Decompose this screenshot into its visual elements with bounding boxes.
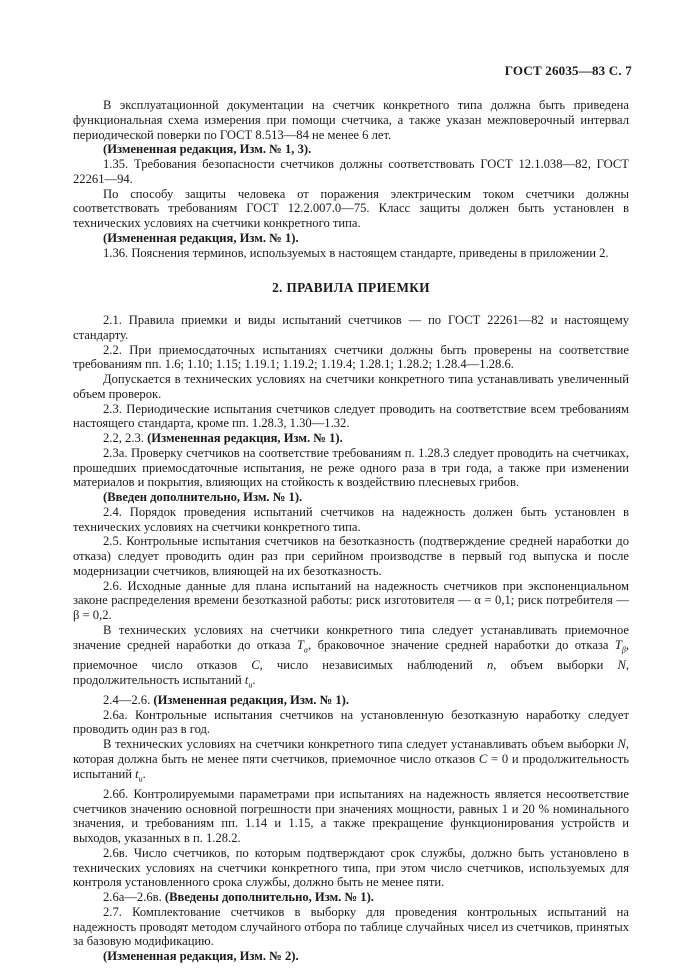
- amendment-note: (Введен дополнительно, Изм. № 1).: [103, 490, 303, 504]
- section-title: 2. ПРАВИЛА ПРИЕМКИ: [272, 280, 430, 296]
- paragraph-1-36: 1.36. Пояснения терминов, используемых в настоящем стандарте, приведены в приложении 2.: [103, 245, 609, 260]
- paragraph-2-7: 2.7. Комплектование счетчиков в выборку для проведения контрольных испытаний на надежность проводят методом случайного отбора по таблице случайных чисел из счетчиков, принятых за базовую модификацию.: [73, 904, 629, 949]
- paragraph-2-4: 2.4. Порядок проведения испытаний счетчиков на надежность должен быть установлен в технических условиях на счетчики конкретного типа.: [73, 504, 629, 534]
- paragraph-2-6v: 2.6в. Число счетчиков, по которым подтверждают срок службы, должно быть установлено в технических условиях на счетчики конкретного типа, при этом число счетчиков, используемых для контроля установленного срока службы, должно быть не менее пяти.: [73, 845, 629, 890]
- paragraph-2-1: 2.1. Правила приемки и виды испытаний счетчиков — по ГОСТ 22261—82 и настоящему стандарту.: [73, 313, 629, 342]
- paragraph-2-6: 2.6. Исходные данные для плана испытаний на надежность счетчиков при экспоненциальном законе распределения времени безотказной работы: риск изготовителя — α = 0,1; риск потребителя — β = 0,2.: [73, 578, 629, 622]
- note-text: (Измененная редакция, Изм. № 1).: [147, 431, 343, 445]
- paragraph-2-3: 2.3. Периодические испытания счетчиков следует проводить на соответствие всем требованиям настоящего стандарта, кроме пп. 1.28.3, 1.30—1.32.: [73, 401, 629, 431]
- amendment-note: (Измененная редакция, Изм. № 1, 3).: [103, 142, 312, 157]
- paragraph-2-6a: 2.6а. Контрольные испытания счетчиков на установленную безотказную наработку следует проводить один раз в год.: [73, 707, 629, 737]
- note-prefix: 2.4—2.6.: [103, 692, 151, 707]
- running-header: ГОСТ 26035—83 С. 7: [504, 63, 632, 78]
- paragraph-2-6a-sample: В технических условиях на счетчики конкретного типа следует устанавливать объем выборки N, которая должна быть не менее пяти счетчиков, приемочное число отказов C = 0 и продолжительность испытаний $t_и$.: [73, 737, 629, 784]
- paragraph-1-35-protection: По способу защиты человека от поражения электрическим током счетчики должны соответствовать требованиям ГОСТ 12.2.007.0—75. Класс защиты должен быть установлен в технических условиях на счетчики конкретного типа.: [73, 186, 629, 230]
- amendment-note-2-6a-2-6v: [73, 890, 629, 905]
- paragraph-2-2: 2.2. При приемосдаточных испытаниях счетчики должны быть проверены на соответствие требованиям пп. 1.6; 1.10; 1.15; 1.19.1; 1.19.2; 1.19.4; 1.28.1; 1.28.2; 1.28.4—1.28.6.: [73, 342, 629, 372]
- note-text: (Введены дополнительно, Изм. № 1).: [164, 890, 374, 905]
- paragraph-2-6b: 2.6б. Контролируемыми параметрами при испытаниях на надежность является несоответствие счетчиков значению основной погрешности при значениях мощности, равных 1 и 20 % номинального значения, и требованиям пп. 1.14 и 1.15, а также прекращение функционирования устройств и выходов, указанных в п. 1.28.2.: [73, 786, 629, 846]
- document-body: [73, 98, 629, 964]
- paragraph-2-2-extra: Допускается в технических условиях на счетчики конкретного типа устанавливать увеличенный объем проверок.: [73, 372, 629, 401]
- paragraph-2-3a: 2.3а. Проверку счетчиков на соответствие требованиям п. 1.28.3 следует проводить на счетчиках, прошедших приемосдаточные испытания, не реже одного раза в три года, а также при изменении материалов и покрытия, влияющих на стойкость к воздействию плесневых грибов.: [73, 445, 629, 490]
- amendment-note-2-2-2-3: [73, 431, 629, 446]
- paragraph-2-6-conditions: В технических условиях на счетчики конкретного типа следует устанавливать приемочное значение средней наработки до отказа $T_\alpha$, браковочное значение средней наработки до отказа $T_\beta$, приемочное число отказов C, число независимых наблюдений n, объем выборки N, продолжительность испытаний $t_и$.: [73, 622, 629, 690]
- paragraph-1-34-text: В эксплуатационной документации на счетчик конкретного типа должна быть приведена функциональная схема измерения при помощи счетчика, а также указан межповерочный интервал периодической поверки по ГОСТ 8.513—84 не менее 6 лет.: [73, 98, 629, 142]
- amendment-note: (Измененная редакция, Изм. № 2).: [103, 949, 299, 964]
- amendment-note-2-4-2-6: [73, 693, 629, 708]
- paragraph-2-5: 2.5. Контрольные испытания счетчиков на безотказность (подтверждение средней наработки до отказа) следует проводить один раз при серийном производстве в первый год выпуска и после модернизации счетчиков, влияющей на их безотказность.: [73, 534, 629, 578]
- note-prefix: 2.2, 2.3.: [103, 431, 144, 445]
- note-text: (Измененная редакция, Изм. № 1).: [153, 692, 350, 707]
- amendment-note: (Измененная редакция, Изм. № 1).: [103, 230, 299, 245]
- paragraph-1-35: 1.35. Требования безопасности счетчиков должны соответствовать ГОСТ 12.1.038—82, ГОСТ 22261—94.: [73, 157, 629, 186]
- note-prefix: 2.6а—2.6в.: [103, 890, 162, 905]
